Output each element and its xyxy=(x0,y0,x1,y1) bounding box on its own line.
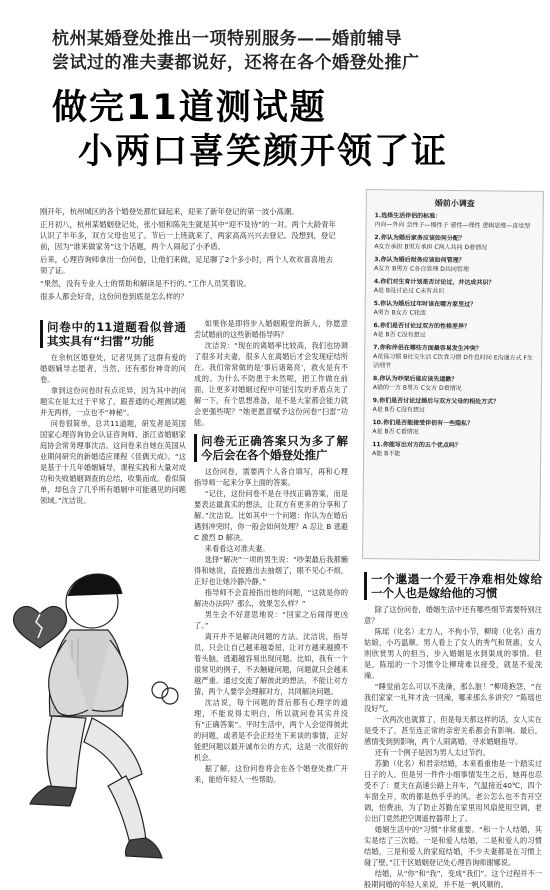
question-item xyxy=(373,343,533,372)
question-item xyxy=(372,418,532,438)
body-para: 指导师不会直接指出他的问题，“这就是你的解决办法吗？那么，效果怎么样？” xyxy=(194,588,348,608)
body-para: 男生会不好意思地说：“回家之后闹得更凶了。” xyxy=(194,610,348,630)
question-options: A能 B不能 xyxy=(372,450,401,458)
question-options: A女方 B男方 C各自管理 D共同管理 xyxy=(374,265,469,274)
article-column-2 xyxy=(194,318,348,858)
question-text: 7.你和伴侣在哪些方面最容易发生冲突？ xyxy=(373,344,482,353)
lead-para: 后来，心理咨询师拿出一份问卷，让他们来做，足足聊了2个多小时，两个人欢欢喜喜地去领了证。 xyxy=(40,255,333,275)
body-para: 这份问卷，需要两个人各自填写，再和心理指导师一起来分享上面的答案。 xyxy=(194,467,348,487)
question-text: 6.你们是否讨论过双方的性格差异？ xyxy=(373,322,471,331)
body-para: 一次两次也就算了，但是每天都这样的话，女人实在是受不了，甚至连正常的亲密关系都会有影响。最后，感情变到到影响，两个人闹离婚，寻求婚姻指导。 xyxy=(364,715,542,746)
question-item xyxy=(373,396,533,416)
main-headline-1: 做完11道测试题 xyxy=(52,88,327,128)
body-para: 问卷很简单，总共11道题，研发者是英国国家心理咨询协会认证咨询师、浙江省婚姻家庭协会常务理事沈洁。这问卷来自她在英国从业期间研究的新婚适应课程《佳偶天成》。“这是基于十几年婚姻辅导，课程实践和大量对成功和失败婚姻调查的总结，收集而成。看似简单，却包含了几乎所有婚姻中可能遇见的问题领域。”沈洁说。 xyxy=(40,419,186,505)
question-text: 9.你们是否讨论过婚后与双方父母的相处方式？ xyxy=(372,397,500,406)
main-headline-2: 小两口喜笑颜开领了证 xyxy=(78,132,449,172)
question-text: 1.选择生活伴侣的标准： xyxy=(374,212,442,220)
question-options: A女方承担 B男方承担 C两人共同 D看情况 xyxy=(374,243,488,252)
question-options: 内向—外向 急性子—慢性子 感性—理性 逻辑思维—直觉型 xyxy=(374,221,531,230)
body-para: 除了这份问卷，婚姻生活中还有哪些细节需要特别注意？ xyxy=(364,605,542,625)
question-text: 4.你们对生育计划是否讨论过，并达成共识？ xyxy=(373,278,495,287)
question-item xyxy=(372,440,532,460)
body-para: 来看看这对准夫妻。 xyxy=(204,544,270,553)
question-item xyxy=(373,321,533,341)
subheadline-2: 尝试过的准夫妻都说好，还将在各个婚登处推广 xyxy=(52,53,420,73)
subheadline-1: 杭州某婚登处推出一项特别服务——婚前辅导 xyxy=(52,29,402,49)
question-options: A是 B否 C看情况 xyxy=(372,428,419,436)
question-text: 2.你认为婚后家务应该如何分配？ xyxy=(374,234,465,243)
body-para: 在余杭区婚登处，记者见到了这群有爱的婚姻辅导志愿者，当然，还有那份神奇的问卷。 xyxy=(40,353,186,384)
body-para: 沈洁说，每个问题的背后都有心理学的道理，不能说得太明白，所以就问卷其实并没有“正确答案”。平时生活中，两个人会觉得彼此的问题，或者是不会正经坐下来谈的事情，正好能把问题以最开诚布公的方式，这是一次很好的机会。 xyxy=(194,698,348,762)
body-para: 还有一个例子是因为男人太过节约。 xyxy=(374,748,490,757)
body-para: 如果你是即将步入婚姻殿堂的新人，你愿意尝试婚前的这些新婚指导吗？ xyxy=(194,319,348,339)
body-para: 据了解，这份问卷将会在各个婚登处推广开来，能给年轻人一些帮助。 xyxy=(194,764,348,784)
question-options: A错的一方 B男方 C女方 D看情况 xyxy=(372,384,462,393)
question-text: 11.你能写出对方的五个优点吗？ xyxy=(372,441,461,450)
section-heading: 问卷中的11道题看似普通其实具有“扫雷”功能 xyxy=(40,320,186,348)
lead-para: 很多人都会好奇，这份问卷到底是怎么样的？ xyxy=(40,292,188,301)
questionnaire-photo xyxy=(362,189,544,561)
body-para: 沈洁说：“现在的离婚率比较高，我们也协调了很多对夫妻，很多人在离婚后才会发现症结所在。我们常常做的是‘事后诸葛亮’，救火是有不成的。为什么不防患于未然呢，把工作做在前面，让更多对婚姻过程中可能引发的矛盾点先了解一下，有个思想准备，是不是大家都会能力就会更强些呢？”她更愿意赋予这份问卷“扫雷”功能。 xyxy=(194,341,348,427)
body-para: 选择“解决”一项的男生说：“吵架最后我都懒得和她说，直接跑出去抽烟了，眼不见心不烦，正好也让她冷静冷静。” xyxy=(194,555,348,586)
article-column-1 xyxy=(40,318,186,548)
body-para: 苏勤（化名）和君亲结婚，本来看重他是一个踏实过日子的人。但是另一件件小细事情发生之后，她再也忍受不了：夏天在高速公路上开车，气温接近40℃，四个车窗全开，吹的都是热乎乎的风。老公怎么也不肯开空调，怕费油，为了防止苏勤在家里用风扇使用空调，老公出门竟然把空调遥控器带上了。 xyxy=(364,759,542,823)
lead-para: “果然，没有专业人士的帮助和解读是不行的。”工作人员笑着说。 xyxy=(40,279,251,288)
body-para: “记住，这份问卷不是在寻找正确答案，而是要表达最真实的想法，让双方有更多的分享和了解。”沈洁说。比如其中一个问题：你认为在婚后遇到冲突时，你一般会如何处理？A 忍让 B 逃避 C 激烈 D 解决。 xyxy=(194,489,348,542)
question-options: A是 B否 C没有想过 xyxy=(372,406,425,414)
question-options: A男方 B女方 C轮流 xyxy=(373,309,426,317)
lead-para: 正月初八，杭州某婚姻登记处，张小姐和陈先生就是其中“迎不及待”的一对。两个大龄青年认识了半年多，双方父母也见了。节后一上班就来了，两家高高兴兴去登记。没想到，登记前，因为“谁来做家务”这个话题，两个人闹起了小矛盾。 xyxy=(40,220,336,251)
body-para: 婚姻生活中的“习惯”非常重要。“和一个人结婚，其实是结了三次婚。一是和爱人结婚，二是和爱人的习惯结婚，三是和爱人的家庭结婚，不少夫妻都是在习惯上碰了壁。”江干区婚姻登记处心理咨询师谢娜说。 xyxy=(364,825,542,867)
question-item xyxy=(374,277,534,297)
headline-block xyxy=(0,0,550,190)
section-heading: 问卷无正确答案只为多了解今后会在各个婚登处推广 xyxy=(194,434,348,462)
section-heading: 一个邋遢一个爱干净难相处嫁给一个人也是嫁给他的习惯 xyxy=(364,572,542,600)
question-text: 10.你们是否能接受伴侣有一些隐私？ xyxy=(372,419,474,428)
question-options: A花钱习惯 B社交生活 C饮食习惯 D作息时间 E沟通方式 F生活细节 xyxy=(373,353,534,370)
body-para: 结婚，从“你”和“我”，变成“我们”。这个过程并不一般期间婚的年轻人来说，并不是一帆风顺的。 xyxy=(364,869,542,889)
body-para: 离开并不是解决问题的方法。沈洁说，指导员，只会让自己越来越委屈，让对方越来越摸不着头脑，逃避越容易出现问题。比如，我有一个很常见的例子，不去触碰问题，问题就只会越来越严重。通过交流了解彼此的想法，不能让对方猜，两个人要学会理解对方，共同解决问题。 xyxy=(194,632,348,696)
question-options: A是 B没讨论过 C未有共识 xyxy=(373,287,445,295)
question-item xyxy=(374,255,534,275)
question-options: A是 B否 C没有想过 xyxy=(373,331,426,339)
body-para: 拿到这份问卷时有点诧异，因为其中的问题实在是太过于平常了，跟普通的心理测试题并无两样，一点也不“神秘”。 xyxy=(40,386,186,417)
lead-paragraphs xyxy=(40,206,340,304)
body-para: “睡觉前怎么可以不洗澡，那么脏！”柳琦抱怨，“在我们家家一礼拜才洗一回澡，哪来那么多讲究？”陈瑶也没好气。 xyxy=(364,682,542,713)
questionnaire-title: 婚前小调查 xyxy=(434,198,475,209)
sitting-man-illustration xyxy=(0,540,196,862)
question-item xyxy=(374,233,534,253)
question-text: 8.你认为吵架后谁应该先道歉？ xyxy=(372,375,458,384)
body-para: 陈瑶（化名）北方人，不拘小节，柳琦（化名）南方姑娘，小巧温顺。男人看上了女人的秀气和贤惠，女人则欣赏男人的担当，步入婚姻是水到渠成的事情。但是，陈瑶的一个习惯令让柳琦难以接受，就是不爱洗澡。 xyxy=(364,627,542,680)
question-item xyxy=(375,211,535,231)
question-text: 3.你认为婚后财务应该如何管理？ xyxy=(374,256,465,265)
question-text: 5.你认为婚后过年时该在哪方家里过？ xyxy=(373,300,477,309)
question-item xyxy=(373,374,533,394)
article-column-3 xyxy=(364,570,542,889)
lead-para: 刚开年，杭州城区的各个婚登处都忙碌起来，迎来了新年登记的第一波小高潮。 xyxy=(40,207,299,216)
question-item xyxy=(374,299,534,319)
